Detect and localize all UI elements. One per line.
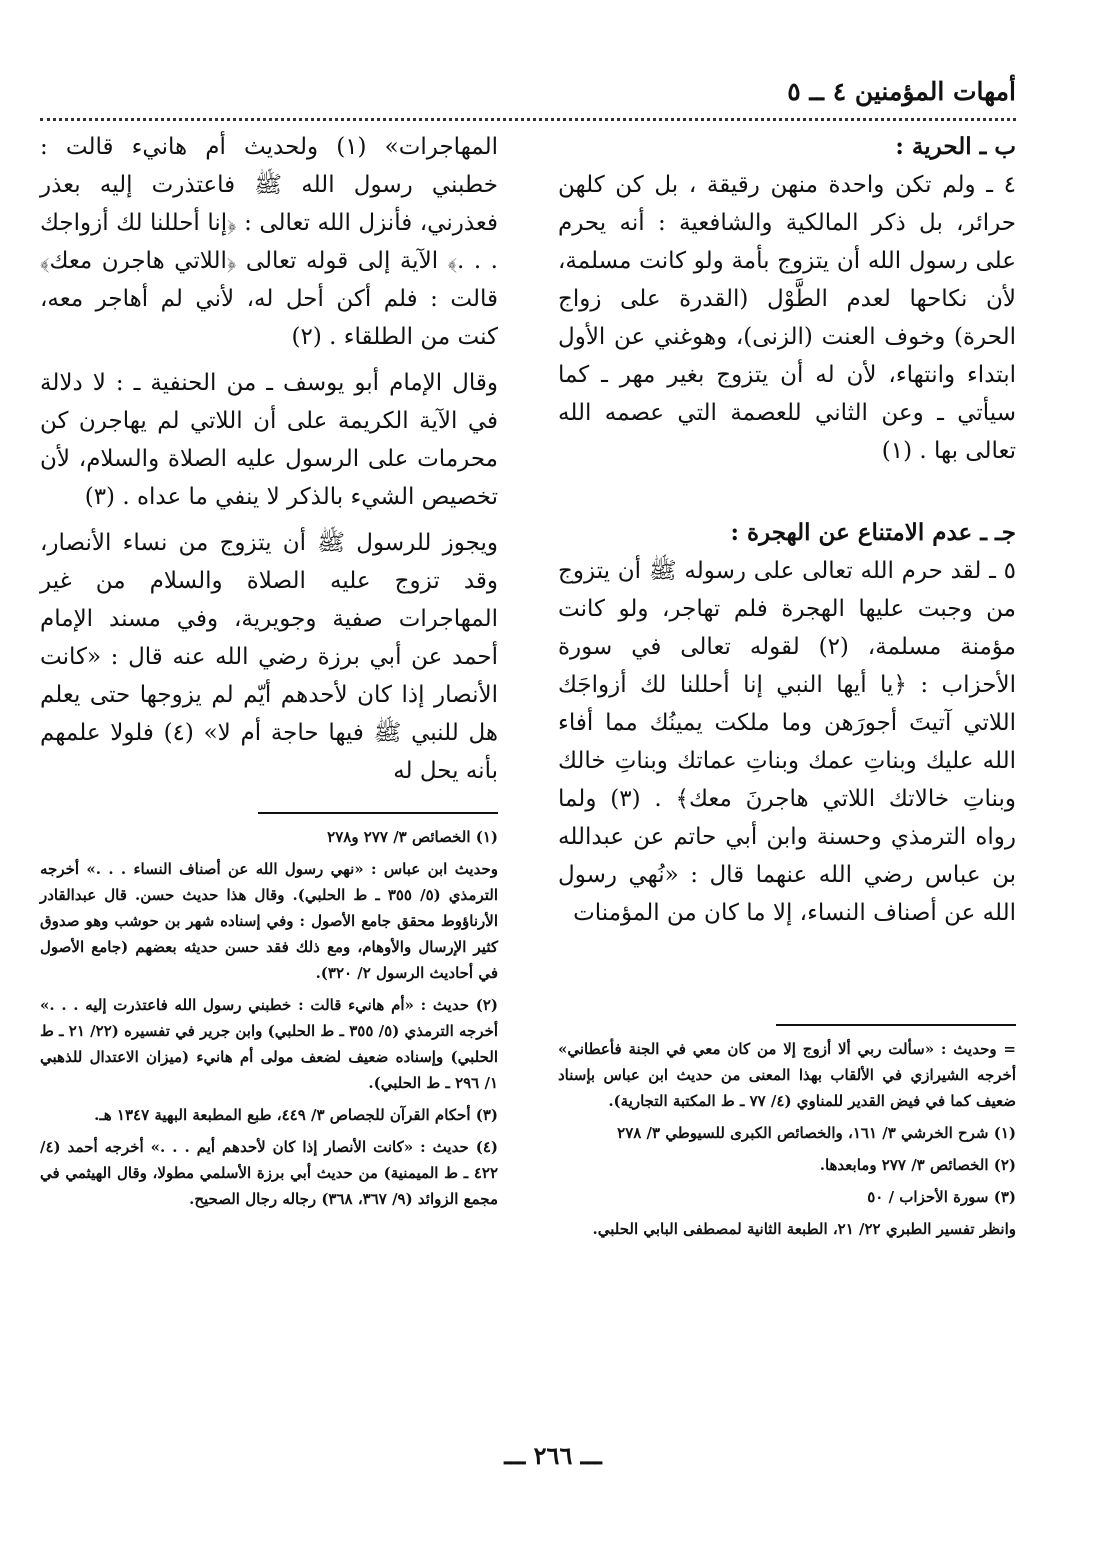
section-heading-b: ب ـ الحرية : — [895, 133, 1016, 160]
footnote: (٢) حديث : «أم هانيء قالت : خطبني رسول الله فاعتذرت إليه . . .» أخرجه الترمذي (٥/ ٣٥٥ ـ ط الحلبي) وابن جرير في تفسيره (٢٢/ ٢١ ـ ط الحلبي) وإسناده ضعيف لضعف مولى أم هانيء (ميزان الاعتدال للذهبي ١/ ٢٩٦ ـ ط الحلبي). — [40, 996, 499, 1092]
right-main-text-c — [558, 552, 1016, 932]
paragraph: ويجوز للرسول ﷺ أن يتزوج من نساء الأنصار، وقد تزوج عليه الصلاة والسلام من غير المهاجرات صفية وجويرية، وفي مسند الإمام أحمد عن أبي برزة رضي الله عنه قال : «كانت الأنصار إذا كان لأحدهم أيّم لم يزوجها حتى يعلم هل للنبي ﷺ فيها حاجة أم لا» (٤) فلولا علمهم بأنه يحل له — [40, 530, 498, 784]
footnote: (٣) أحكام القرآن للجصاص ٣/ ٤٤٩، طبع المطبعة البهية ١٣٤٧ هـ. — [94, 1106, 498, 1124]
section-heading-c: جـ ـ عدم الامتناع عن الهجرة : — [730, 519, 1016, 546]
footnote: (٢) الخصائص ٣/ ٢٧٧ ومابعدها. — [819, 1156, 1016, 1174]
left-main-text — [40, 128, 498, 790]
page-number: ـــ ٢٦٦ ـــ — [504, 1441, 602, 1470]
left-footnotes — [40, 824, 498, 1212]
right-main-text-b — [558, 166, 1016, 470]
footnote: وحديث ابن عباس : «نهي رسول الله عن أصناف النساء . . .» أخرجه الترمذي (٥/ ٣٥٥ ـ ط الحلبي). وقال هذا حديث حسن. قال عبدالقادر الأرناؤوط محقق جامع الأصول : وفي إسناده شهر بن حوشب وهو صدوق كثير الإرسال والأوهام، ومع ذلك فقد حسن حديثه بعضهم (جامع الأصول في أحاديث الرسول ٢/ ٣٢٠). — [40, 860, 499, 982]
footnote: وانظر تفسير الطبري ٢٢/ ٢١، الطبعة الثانية لمصطفى البابي الحلبي. — [592, 1220, 1016, 1238]
footnote: = وحديث : «سألت ربي ألا أزوج إلا من كان معي في الجنة فأعطاني» أخرجه الشيرازي في الألقاب بهذا المعنى من حديث ابن عباس بإسناد ضعيف كما في فيض القدير للمناوي (٤/ ٧٧ ـ ط المكتبة التجارية). — [558, 1040, 1016, 1110]
right-column — [558, 128, 1016, 1248]
paragraph: وقال الإمام أبو يوسف ـ من الحنفية ـ : لا دلالة في الآية الكريمة على أن اللاتي لم يهاجرن كن محرمات على الرسول عليه الصلاة والسلام، لأن تخصيص الشيء بالذكر لا ينفي ما عداه . (٣) — [40, 370, 498, 510]
footnote: (١) الخصائص ٣/ ٢٧٧ و٢٧٨ — [327, 828, 498, 846]
running-header: أمهات المؤمنين ٤ ــ ٥ — [787, 77, 1016, 106]
footnote: (١) شرح الخرشي ٣/ ١٦١، والخصائص الكبرى للسيوطي ٣/ ٢٧٨ — [617, 1124, 1016, 1142]
footnote: (٤) حديث : «كانت الأنصار إذا كان لأحدهم أيم . . .» أخرجه أحمد (٤/ ٤٢٢ ـ ط الميمنية) من حديث أبي برزة الأسلمي مطولا، وقال الهيثمي في مجمع الزوائد (٩/ ٣٦٧، ٣٦٨) رجاله رجال الصحيح. — [40, 1138, 498, 1208]
footnote: (٣) سورة الأحزاب / ٥٠ — [867, 1188, 1016, 1206]
footnote-divider — [776, 1024, 1016, 1026]
header-dotted-divider — [40, 118, 1016, 121]
paragraph: المهاجرات» (١) ولحديث أم هانيء قالت : خطبني رسول الله ﷺ فاعتذرت إليه بعذر فعذرني، فأنزل الله تعالى : ﴿إنا أحللنا لك أزواجك . . .﴾ الآية إلى قوله تعالى ﴿اللاتي هاجرن معك﴾ قالت : فلم أكن أحل له، لأني لم أهاجر معه، كنت من الطلقاء . (٢) — [40, 134, 498, 350]
right-footnotes — [558, 1036, 1016, 1242]
footnote-divider — [258, 812, 498, 814]
paragraph: ٤ ـ ولم تكن واحدة منهن رقيقة ، بل كن كلهن حرائر، بل ذكر المالكية والشافعية : أنه يحرم على رسول الله أن يتزوج بأمة ولو كانت مسلمة، لأن نكاحها لعدم الطَّوْل (القدرة على زواج الحرة) وخوف العنت (الزنى)، وهوغني عن الأول ابتداء وانتهاء، لأن له أن يتزوج بغير مهر ـ كما سيأتي ـ وعن الثاني للعصمة التي عصمه الله تعالى بها . (١) — [558, 172, 1016, 464]
paragraph: ٥ ـ لقد حرم الله تعالى على رسوله ﷺ أن يتزوج من وجبت عليها الهجرة فلم تهاجر، ولو كانت مؤمنة مسلمة، (٢) لقوله تعالى في سورة الأحزاب : ﴿يا أيها النبي إنا أحللنا لك أزواجَك اللاتي آتيتَ أجورَهن وما ملكت يمينُك مما أفاء الله عليك وبناتِ عمك وبناتِ عماتك وبناتِ خالك وبناتِ خالاتك اللاتي هاجرنَ معك﴾ . (٣) ولما رواه الترمذي وحسنة وابن أبي حاتم عن عبدالله بن عباس رضي الله عنهما قال : «نُهي رسول الله عن أصناف النساء، إلا ما كان من المؤمنات — [558, 558, 1016, 926]
left-column — [40, 128, 498, 1218]
